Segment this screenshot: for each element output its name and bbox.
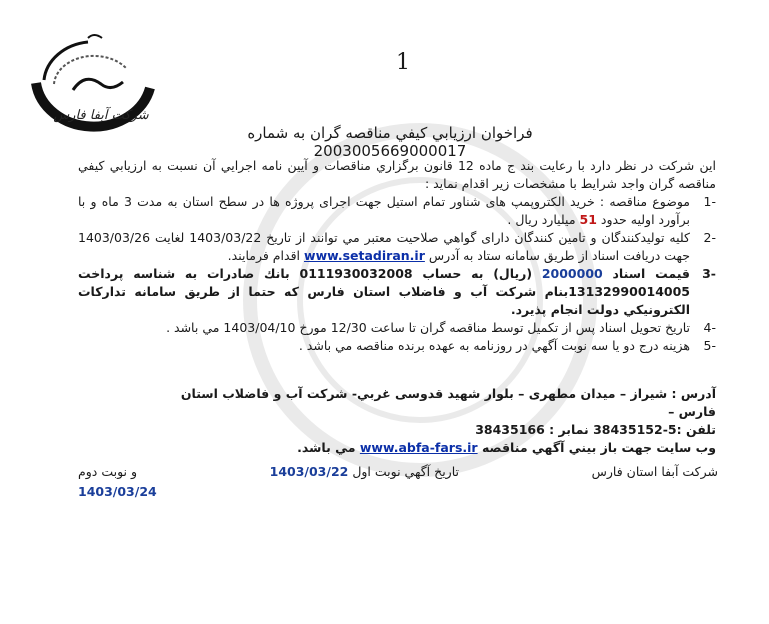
logo-company-text: شرکت آبفا فارس	[53, 108, 149, 123]
website-end: مي باشد.	[297, 440, 360, 455]
item-text: كليه توليدكنندگان و تامين كنندگان دارای گواهي صلاحيت معتبر مي توانند از تاريخ 1403/03/22 لغايت 1403/03/26 جهت دريافت اسناد از طريق سامانه ستاد به آدرس	[78, 230, 690, 263]
item-text-end: (ريال) به حساب 0111930032008 بانك صادرات به شناسه پرداخت 13132990014005بنام شركت آب و فاضلاب استان فارس كه حتما از طريق سامانه تداركات الكترونيكي دولت انجام پذيرد.	[78, 266, 690, 317]
item-text: هزينه درج دو يا سه نوبت آگهي در روزنامه به عهده برنده مناقصه مي باشد .	[298, 338, 690, 353]
second-round-label: و نوبت دوم	[78, 464, 138, 479]
page-number: 1	[396, 50, 410, 75]
phone-line: تلفن :5-38435152 نمابر : 38435166	[475, 422, 716, 437]
item-text-end: اقدام فرمايند.	[227, 248, 305, 263]
item-number: -2	[703, 230, 716, 245]
item-number: -5	[703, 338, 716, 353]
page-title: فراخوان ارزيابي كيفي مناقصه گران به شماره 2003005669000017	[247, 124, 533, 160]
footer	[78, 463, 718, 501]
website-line	[150, 439, 716, 457]
setadiran-link[interactable]: www.setadiran.ir	[304, 248, 425, 263]
announcement-body	[78, 157, 716, 355]
list-item	[78, 265, 716, 319]
ad-date-value: 1403/03/22	[269, 464, 349, 479]
item-highlight: 51	[579, 212, 597, 227]
ad-date-label: تاريخ آگهي نوبت اول	[348, 464, 459, 479]
item-number: -3	[702, 266, 716, 281]
contact-address	[150, 385, 716, 457]
website-label: وب سايت جهت باز بيني آگهي مناقصه	[477, 440, 716, 455]
list-item	[78, 229, 716, 265]
items-list	[78, 193, 716, 355]
address-line: آدرس : شيراز – ميدان مطهری – بلوار شهيد قدوسی غربي- شركت آب و فاضلاب استان فارس –	[180, 386, 716, 419]
abfa-website-link[interactable]: www.abfa-fars.ir	[359, 440, 478, 455]
item-text-end: ميليارد ريال .	[507, 212, 580, 227]
footer-row	[78, 463, 718, 481]
footer-ad-date	[270, 463, 459, 481]
item-highlight: 2000000	[541, 266, 603, 281]
item-number: -1	[703, 194, 716, 209]
item-text: موضوع مناقصه : خريد الكتروپمپ های شناور تمام استيل جهت اجرای پروژه ها در سطح استان به مدت 3 ماه و با برآورد اوليه حدود	[78, 194, 690, 227]
list-item	[78, 337, 716, 355]
list-item	[78, 193, 716, 229]
list-item	[78, 319, 716, 337]
item-text: تاريخ تحويل اسناد پس از تكميل توسط مناقصه گران تا ساعت 12/30 مورخ 1403/04/10 مي باشد .	[166, 320, 690, 335]
second-round-date: 1403/03/24	[78, 484, 157, 499]
item-number: -4	[703, 320, 716, 335]
intro-paragraph: اين شركت در نظر دارد با رعايت بند ج ماده 12 قانون برگزاري مناقصات و آيين نامه اجرايي آن نسبت به ارزيابي كيفي مناقصه گران واجد شرايط با مشخصات زير اقدام نمايد :	[78, 158, 716, 191]
item-text: قيمت اسناد	[602, 266, 690, 281]
footer-company: شركت آبفا استان فارس	[591, 464, 718, 479]
